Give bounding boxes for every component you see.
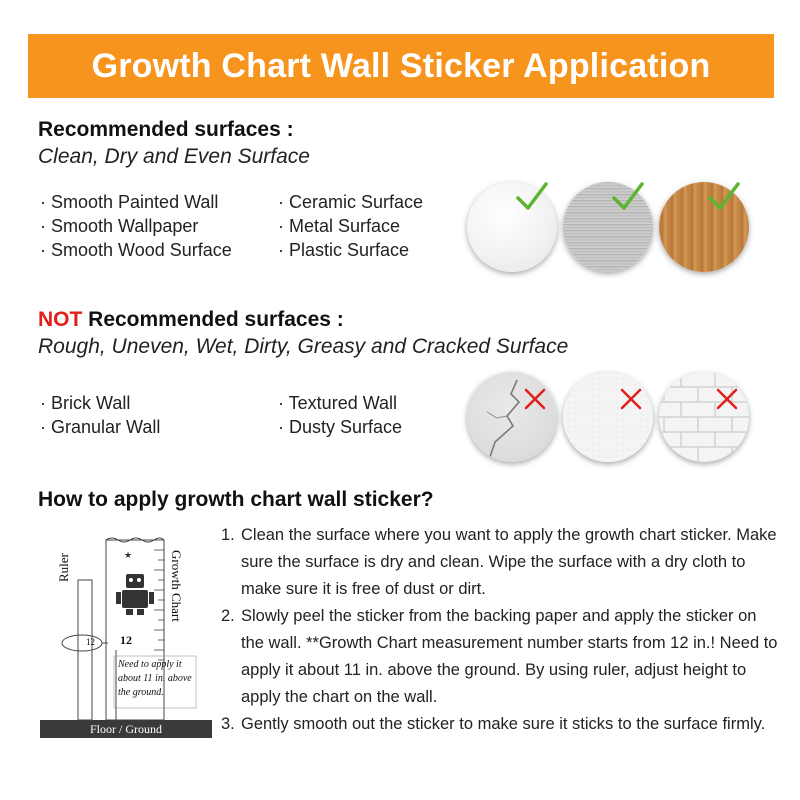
application-diagram xyxy=(36,530,216,745)
recommended-list-1 xyxy=(40,190,232,262)
cross-icon xyxy=(714,386,740,412)
not-recommended-subheading: Rough, Uneven, Wet, Dirty, Greasy and Cracked Surface xyxy=(38,335,569,358)
cross-icon xyxy=(618,386,644,412)
step-number: 2. xyxy=(221,607,235,625)
list-item: · Smooth Wood Surface xyxy=(40,238,232,262)
list-item: · Ceramic Surface xyxy=(278,190,423,214)
floor-label: Floor / Ground xyxy=(90,722,162,736)
note-line: the ground. xyxy=(118,687,164,698)
recommended-heading: Recommended surfaces : xyxy=(38,118,294,141)
check-icon xyxy=(515,180,549,214)
recommended-subheading: Clean, Dry and Even Surface xyxy=(38,145,310,168)
step-item xyxy=(221,603,781,711)
list-item: · Textured Wall xyxy=(278,391,402,415)
check-icon xyxy=(707,180,741,214)
step-item xyxy=(221,711,781,738)
step-text: Clean the surface where you want to apply the growth chart sticker. Make sure the surface is dry and clean. Wipe the surface with a dry cloth to make sure it is free of dust or dirt. xyxy=(241,526,777,598)
step-item xyxy=(221,522,781,603)
check-icon xyxy=(611,180,645,214)
step-text: Gently smooth out the sticker to make sure it sticks to the surface firmly. xyxy=(241,715,766,733)
howto-steps xyxy=(221,522,781,738)
note-line: Need to apply it xyxy=(118,659,182,670)
not-recommended-list-2 xyxy=(278,391,402,439)
not-label: NOT xyxy=(38,308,83,331)
list-item: · Metal Surface xyxy=(278,214,423,238)
diagram-note xyxy=(118,658,192,700)
list-item: · Granular Wall xyxy=(40,415,160,439)
chart-number: 12 xyxy=(120,633,132,647)
svg-text:★: ★ xyxy=(124,551,133,561)
recommended-list-2 xyxy=(278,190,423,262)
note-line: about 11 in. above xyxy=(118,673,192,684)
not-recommended-list-1 xyxy=(40,391,160,439)
not-recommended-heading xyxy=(38,308,344,332)
list-item: · Plastic Surface xyxy=(278,238,423,262)
list-item: · Dusty Surface xyxy=(278,415,402,439)
chart-label: Growth Chart xyxy=(169,550,184,622)
list-item: · Brick Wall xyxy=(40,391,160,415)
page-title-banner xyxy=(28,34,774,98)
step-text: Slowly peel the sticker from the backing paper and apply the sticker on the wall. **Growth Chart measurement number starts from 12 in.! Need to apply it about 11 in. above the ground. By using ruler, adjust height to apply the chart on the wall. xyxy=(241,607,778,706)
cross-icon xyxy=(522,386,548,412)
ruler-label: Ruler xyxy=(56,553,71,582)
step-number: 1. xyxy=(221,526,235,544)
howto-heading: How to apply growth chart wall sticker? xyxy=(38,488,434,511)
page-title: Growth Chart Wall Sticker Application xyxy=(91,46,711,85)
list-item: · Smooth Painted Wall xyxy=(40,190,232,214)
list-item: · Smooth Wallpaper xyxy=(40,214,232,238)
ruler-number: 12 xyxy=(86,637,95,647)
not-recommended-heading-text: Recommended surfaces : xyxy=(82,308,344,331)
step-number: 3. xyxy=(221,715,235,733)
